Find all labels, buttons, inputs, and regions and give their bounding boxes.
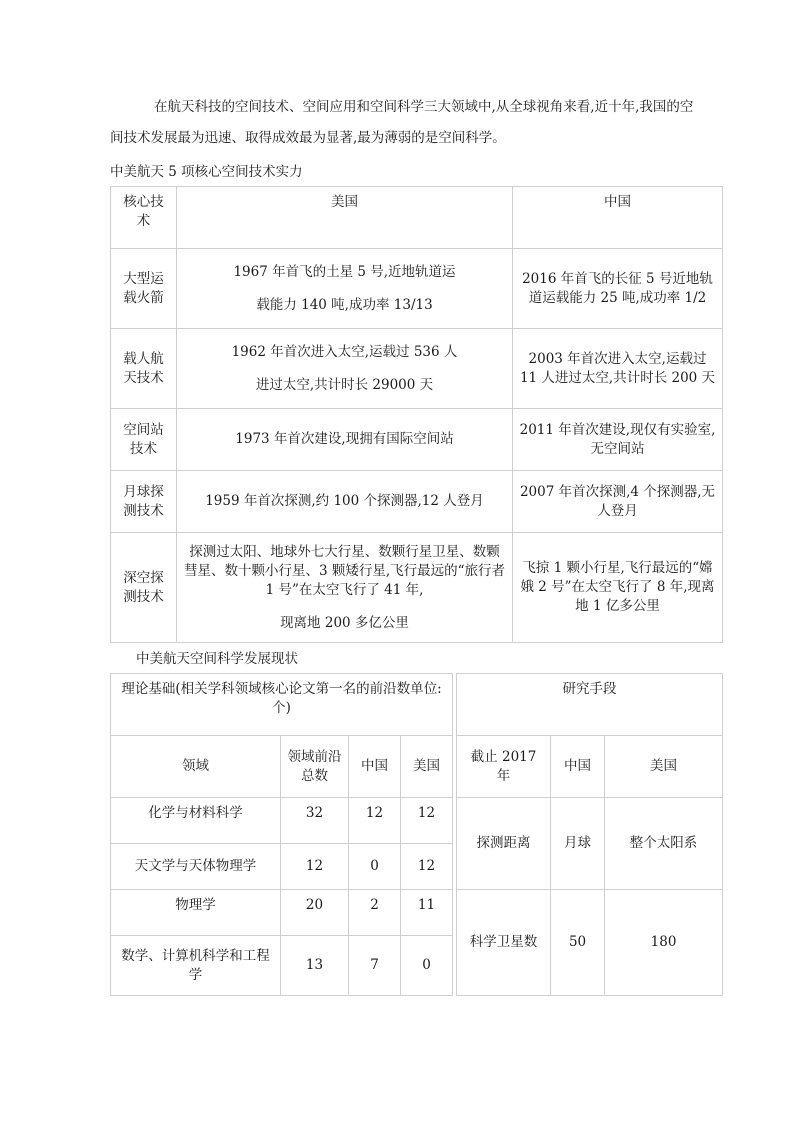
row-field: 天文学与天体物理学 <box>111 844 281 890</box>
row-tech: 载人航天技术 <box>111 329 177 409</box>
row-tech: 深空探测技术 <box>111 533 177 643</box>
row-cn: 12 <box>349 798 401 844</box>
research-header: 研究手段 <box>457 674 723 736</box>
row-cn: 2003 年首次进入太空,运载过 11 人进过太空,共计时长 200 天 <box>513 329 723 409</box>
row-tech: 大型运载火箭 <box>111 249 177 329</box>
space-science-table <box>110 673 723 996</box>
header-cn: 中国 <box>513 187 723 249</box>
header-field: 领域 <box>111 736 281 798</box>
row-us: 探测过太阳、地球外七大行星、数颗行星卫星、数颗彗星、数十颗小行星、3 颗矮行星,飞行最远的“旅行者 1 号”在太空飞行了 41 年, 现离地 200 多亿公里 <box>177 533 513 643</box>
research-item: 探测距离 <box>457 798 551 890</box>
header-cn: 中国 <box>349 736 401 798</box>
row-us: 1959 年首次探测,约 100 个探测器,12 人登月 <box>177 471 513 533</box>
table-row <box>111 249 723 329</box>
header-total: 领域前沿总数 <box>281 736 349 798</box>
row-cn: 飞掠 1 颗小行星,飞行最远的“嫦娥 2 号”在太空飞行了 8 年,现离地 1 亿多公里 <box>513 533 723 643</box>
table-row <box>111 798 723 844</box>
research-us: 整个太阳系 <box>605 798 723 890</box>
header-year: 截止 2017 年 <box>457 736 551 798</box>
row-cn: 2007 年首次探测,4 个探测器,无人登月 <box>513 471 723 533</box>
theory-header: 理论基础(相关学科领域核心论文第一名的前沿数单位:个) <box>111 674 453 736</box>
table1-caption: 中美航天 5 项核心空间技术实力 <box>110 164 303 180</box>
row-us: 1962 年首次进入太空,运载过 536 人 进过太空,共计时长 29000 天 <box>177 329 513 409</box>
header-us: 美国 <box>177 187 513 249</box>
header-core-tech: 核心技术 <box>111 187 177 249</box>
row-total: 20 <box>281 890 349 936</box>
table-header-row <box>111 187 723 249</box>
research-cn: 50 <box>551 890 605 996</box>
intro-text: 在航天科技的空间技术、空间应用和空间科学三大领域中,从全球视角来看,近十年,我国的空间技术发展最为迅速、取得成效最为显著,最为薄弱的是空间科学。 <box>110 99 694 146</box>
row-total: 13 <box>281 936 349 996</box>
row-field: 化学与材料科学 <box>111 798 281 844</box>
row-us: 1973 年首次建设,现拥有国际空间站 <box>177 409 513 471</box>
row-us: 0 <box>401 936 453 996</box>
table-header-row <box>111 674 723 736</box>
row-cn: 0 <box>349 844 401 890</box>
row-us: 11 <box>401 890 453 936</box>
research-us: 180 <box>605 890 723 996</box>
header-us: 美国 <box>401 736 453 798</box>
row-us: 12 <box>401 798 453 844</box>
core-tech-table <box>110 186 723 643</box>
row-us: 1967 年首飞的土星 5 号,近地轨道运 载能力 140 吨,成功率 13/13 <box>177 249 513 329</box>
row-cn: 2016 年首飞的长征 5 号近地轨道运载能力 25 吨,成功率 1/2 <box>513 249 723 329</box>
row-total: 32 <box>281 798 349 844</box>
row-field: 数学、计算机科学和工程学 <box>111 936 281 996</box>
header-us2: 美国 <box>605 736 723 798</box>
research-cn: 月球 <box>551 798 605 890</box>
row-tech: 空间站技术 <box>111 409 177 471</box>
table-row <box>111 533 723 643</box>
row-us: 12 <box>401 844 453 890</box>
table-row <box>111 329 723 409</box>
row-field: 物理学 <box>111 890 281 936</box>
row-tech: 月球探测技术 <box>111 471 177 533</box>
header-cn2: 中国 <box>551 736 605 798</box>
row-cn: 7 <box>349 936 401 996</box>
table-row <box>111 409 723 471</box>
intro-paragraph <box>110 92 700 154</box>
table-row <box>111 890 723 936</box>
row-total: 12 <box>281 844 349 890</box>
table-header-row <box>111 736 723 798</box>
research-item: 科学卫星数 <box>457 890 551 996</box>
table-row <box>111 471 723 533</box>
table2-caption: 中美航天空间科学发展现状 <box>136 651 298 667</box>
row-cn: 2011 年首次建设,现仅有实验室,无空间站 <box>513 409 723 471</box>
row-cn: 2 <box>349 890 401 936</box>
